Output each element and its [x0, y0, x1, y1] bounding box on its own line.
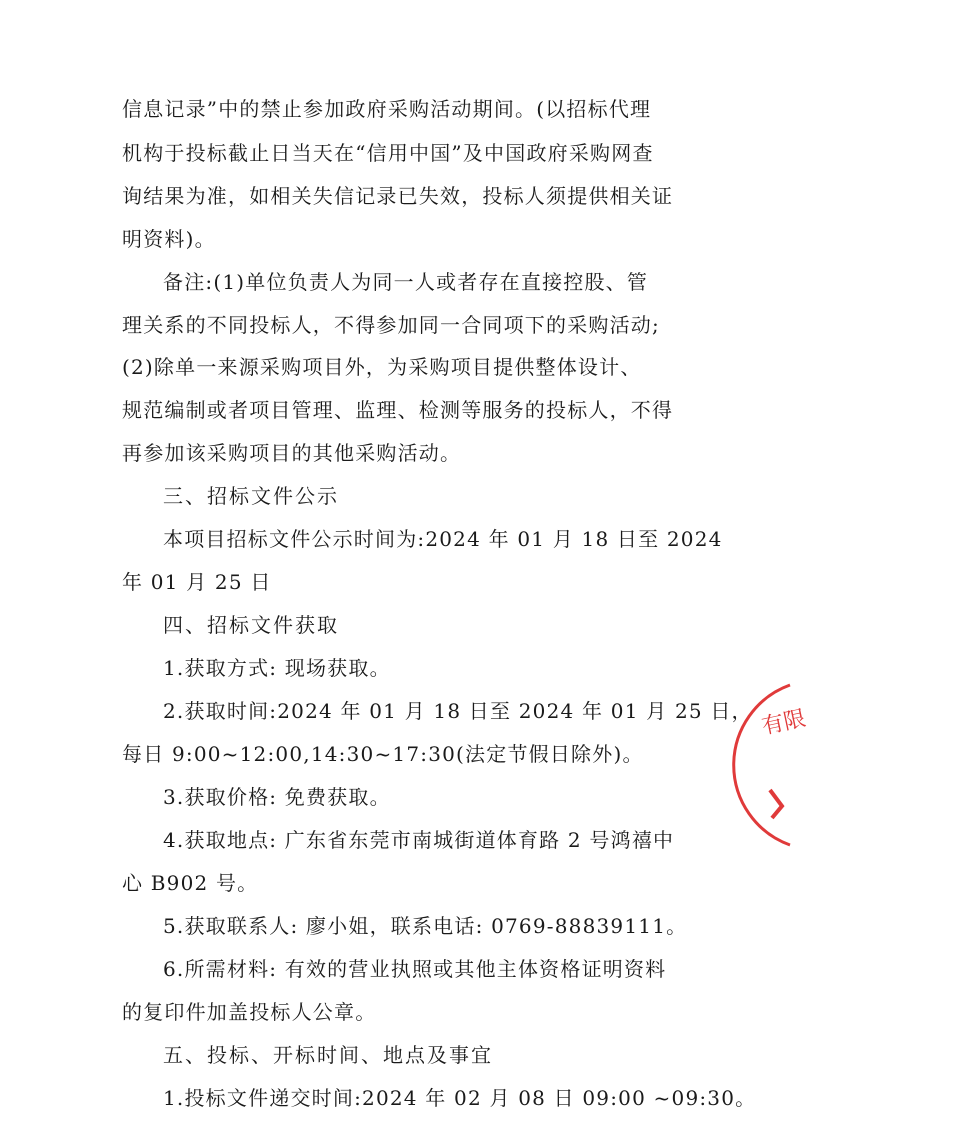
text-line: 信息记录”中的禁止参加政府采购活动期间。(以招标代理 — [122, 97, 652, 121]
text-line: 本项目招标文件公示时间为:2024 年 01 月 18 日至 2024 — [163, 527, 723, 551]
text-line: 明资料)。 — [122, 227, 216, 251]
text-line: 4.获取地点: 广东省东莞市南城街道体育路 2 号鸿禧中 — [163, 828, 675, 852]
text-line: 心 B902 号。 — [122, 871, 259, 895]
text-line: 理关系的不同投标人，不得参加同一合同项下的采购活动; — [122, 313, 660, 337]
text-line: 备注:(1)单位负责人为同一人或者存在直接控股、管 — [163, 270, 649, 294]
text-line: 的复印件加盖投标人公章。 — [122, 1000, 377, 1024]
seal-star-fragment — [770, 790, 782, 818]
section-heading: 四、招标文件获取 — [163, 613, 339, 637]
section-heading: 三、招标文件公示 — [163, 484, 339, 508]
text-line: 6.所需材料: 有效的营业执照或其他主体资格证明资料 — [163, 957, 667, 981]
text-line: 每日 9:00~12:00,14:30~17:30(法定节假日除外)。 — [122, 742, 644, 766]
text-line: 再参加该采购项目的其他采购活动。 — [122, 441, 462, 465]
text-line: 1.投标文件递交时间:2024 年 02 月 08 日 09:00 ~09:30。 — [163, 1086, 757, 1110]
text-line: (2)除单一来源采购项目外，为采购项目提供整体设计、 — [122, 355, 642, 379]
section-heading: 五、投标、开标时间、地点及事宜 — [163, 1043, 493, 1067]
text-line: 3.获取价格: 免费获取。 — [163, 785, 391, 809]
text-line: 询结果为准，如相关失信记录已失效，投标人须提供相关证 — [122, 184, 674, 208]
text-line: 机构于投标截止日当天在“信用中国”及中国政府采购网查 — [122, 141, 654, 165]
seal-text: 有限 — [759, 706, 808, 740]
text-line: 1.获取方式: 现场获取。 — [163, 656, 391, 680]
text-line: 5.获取联系人: 廖小姐，联系电话: 0769-88839111。 — [163, 914, 688, 938]
text-line: 规范编制或者项目管理、监理、检测等服务的投标人，不得 — [122, 398, 674, 422]
company-seal-stamp — [750, 680, 808, 850]
text-line: 年 01 月 25 日 — [122, 570, 272, 594]
text-line: 2.获取时间:2024 年 01 月 18 日至 2024 年 01 月 25 日， — [163, 699, 753, 723]
